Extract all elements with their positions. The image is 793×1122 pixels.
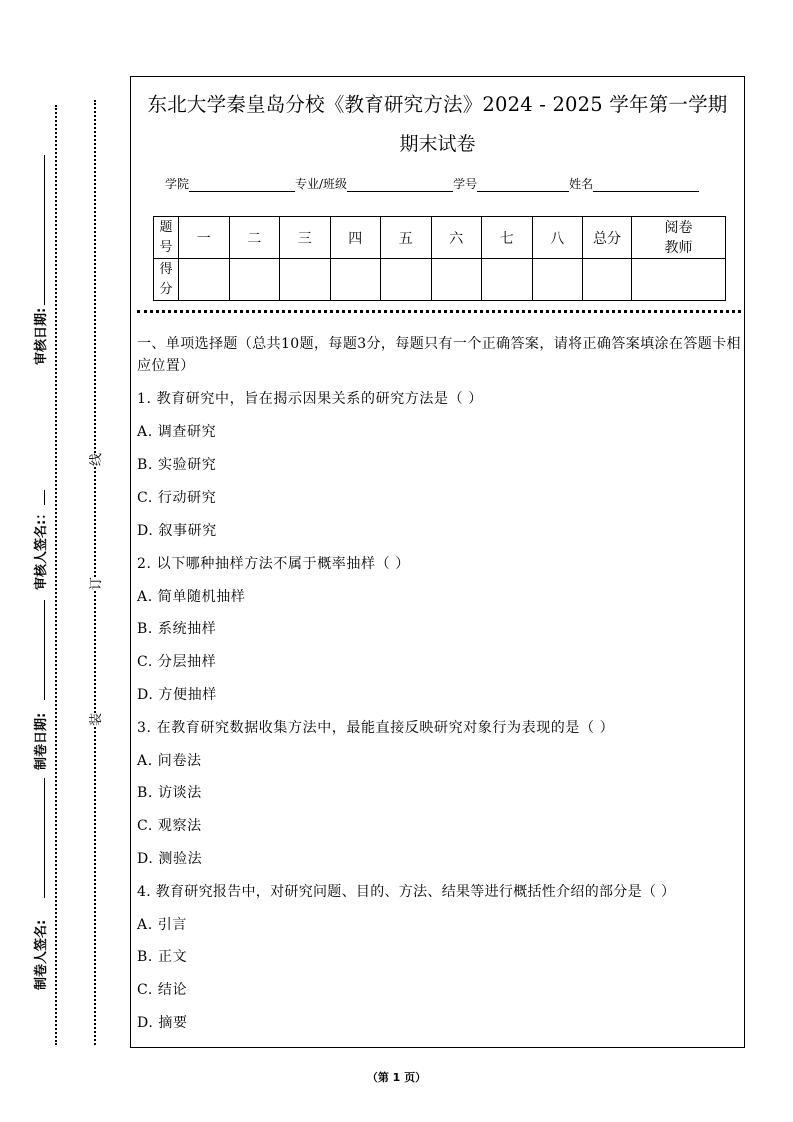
score-table-header-row bbox=[154, 217, 726, 259]
score-cell[interactable] bbox=[330, 259, 381, 301]
col-header: 四 bbox=[330, 217, 381, 259]
option-item[interactable]: C. 观察法 bbox=[137, 818, 202, 834]
option-item[interactable]: D. 测验法 bbox=[137, 851, 203, 867]
name-field[interactable] bbox=[593, 179, 699, 192]
major-class-label: 专业/班级 bbox=[295, 177, 348, 191]
college-field[interactable] bbox=[189, 179, 295, 192]
score-table-score-row bbox=[154, 259, 726, 301]
question-stem: 2. 以下哪种抽样方法不属于概率抽样（ ） bbox=[137, 556, 410, 572]
col-header-total: 总分 bbox=[583, 217, 632, 259]
student-info-row bbox=[165, 175, 699, 192]
question-stem: 3. 在教育研究数据收集方法中，最能直接反映研究对象行为表现的是（ ） bbox=[137, 720, 615, 736]
option-item[interactable]: A. 调查研究 bbox=[137, 424, 217, 440]
score-cell[interactable] bbox=[179, 259, 230, 301]
col-header: 五 bbox=[381, 217, 432, 259]
score-cell[interactable] bbox=[381, 259, 432, 301]
col-header: 一 bbox=[179, 217, 230, 259]
dotted-separator bbox=[137, 310, 741, 313]
option-item[interactable]: A. 问卷法 bbox=[137, 753, 202, 769]
student-id-field[interactable] bbox=[477, 179, 569, 192]
student-id-label: 学号 bbox=[453, 177, 478, 191]
option-item[interactable]: D. 方便抽样 bbox=[137, 687, 217, 703]
option-item[interactable]: D. 叙事研究 bbox=[137, 523, 217, 539]
option-item[interactable]: A. 引言 bbox=[137, 917, 188, 933]
option-item[interactable]: B. 系统抽样 bbox=[137, 621, 217, 637]
option-item[interactable]: C. 结论 bbox=[137, 982, 188, 998]
col-header: 三 bbox=[280, 217, 331, 259]
binding-char-line: 线 bbox=[83, 453, 106, 466]
college-label: 学院 bbox=[165, 177, 190, 191]
option-item[interactable]: C. 分层抽样 bbox=[137, 654, 217, 670]
review-date-line bbox=[44, 155, 45, 305]
row-label-question-no: 题号 bbox=[154, 217, 179, 259]
score-cell[interactable] bbox=[532, 259, 583, 301]
major-class-field[interactable] bbox=[347, 179, 453, 192]
question-stem: 4. 教育研究报告中，对研究问题、目的、方法、结果等进行概括性介绍的部分是（ ） bbox=[137, 884, 676, 900]
exam-frame bbox=[130, 76, 745, 1048]
make-date-line bbox=[44, 778, 45, 898]
option-item[interactable]: D. 摘要 bbox=[137, 1015, 188, 1031]
score-cell[interactable] bbox=[431, 259, 482, 301]
reviewer-sign-label: 审核人签名:： bbox=[34, 506, 49, 590]
exam-title: 东北大学秦皇岛分校《教育研究方法》2024 - 2025 学年第一学期 bbox=[147, 93, 728, 116]
binding-char-bind: 装 bbox=[83, 713, 106, 726]
section-heading: 一、单项选择题（总共10题，每题3分，每题只有一个正确答案，请将正确答案填涂在答题卡相应位置） bbox=[137, 336, 741, 374]
outer-dotted-line bbox=[55, 105, 57, 1045]
col-header: 六 bbox=[431, 217, 482, 259]
score-cell[interactable] bbox=[482, 259, 533, 301]
question-stem: 1. 教育研究中，旨在揭示因果关系的研究方法是（ ） bbox=[137, 391, 483, 407]
score-cell[interactable] bbox=[229, 259, 280, 301]
make-date-label: 制卷日期: bbox=[34, 712, 49, 770]
col-header: 七 bbox=[482, 217, 533, 259]
name-label: 姓名 bbox=[569, 177, 594, 191]
reviewer-sign-line bbox=[44, 490, 45, 505]
binding-char-order: 订 bbox=[83, 577, 106, 590]
score-cell-grader[interactable] bbox=[632, 259, 726, 301]
option-item[interactable]: B. 正文 bbox=[137, 949, 188, 965]
exam-subtitle: 期末试卷 bbox=[399, 133, 476, 155]
score-table bbox=[153, 216, 726, 301]
review-date-label: 审核日期: bbox=[34, 307, 49, 365]
col-header-grader: 阅卷教师 bbox=[632, 217, 726, 259]
row-label-score: 得分 bbox=[154, 259, 179, 301]
page-number: （第 1 页） bbox=[366, 1071, 427, 1084]
option-item[interactable]: C. 行动研究 bbox=[137, 490, 217, 506]
option-item[interactable]: B. 访谈法 bbox=[137, 785, 202, 801]
inner-dotted-line bbox=[94, 100, 96, 1045]
reviewer-sign-line-lower bbox=[44, 600, 45, 700]
option-item[interactable]: A. 简单随机抽样 bbox=[137, 589, 246, 605]
score-cell[interactable] bbox=[280, 259, 331, 301]
maker-sign-label: 制卷人签名: bbox=[34, 919, 49, 990]
score-cell-total[interactable] bbox=[583, 259, 632, 301]
col-header: 八 bbox=[532, 217, 583, 259]
option-item[interactable]: B. 实验研究 bbox=[137, 457, 217, 473]
col-header: 二 bbox=[229, 217, 280, 259]
